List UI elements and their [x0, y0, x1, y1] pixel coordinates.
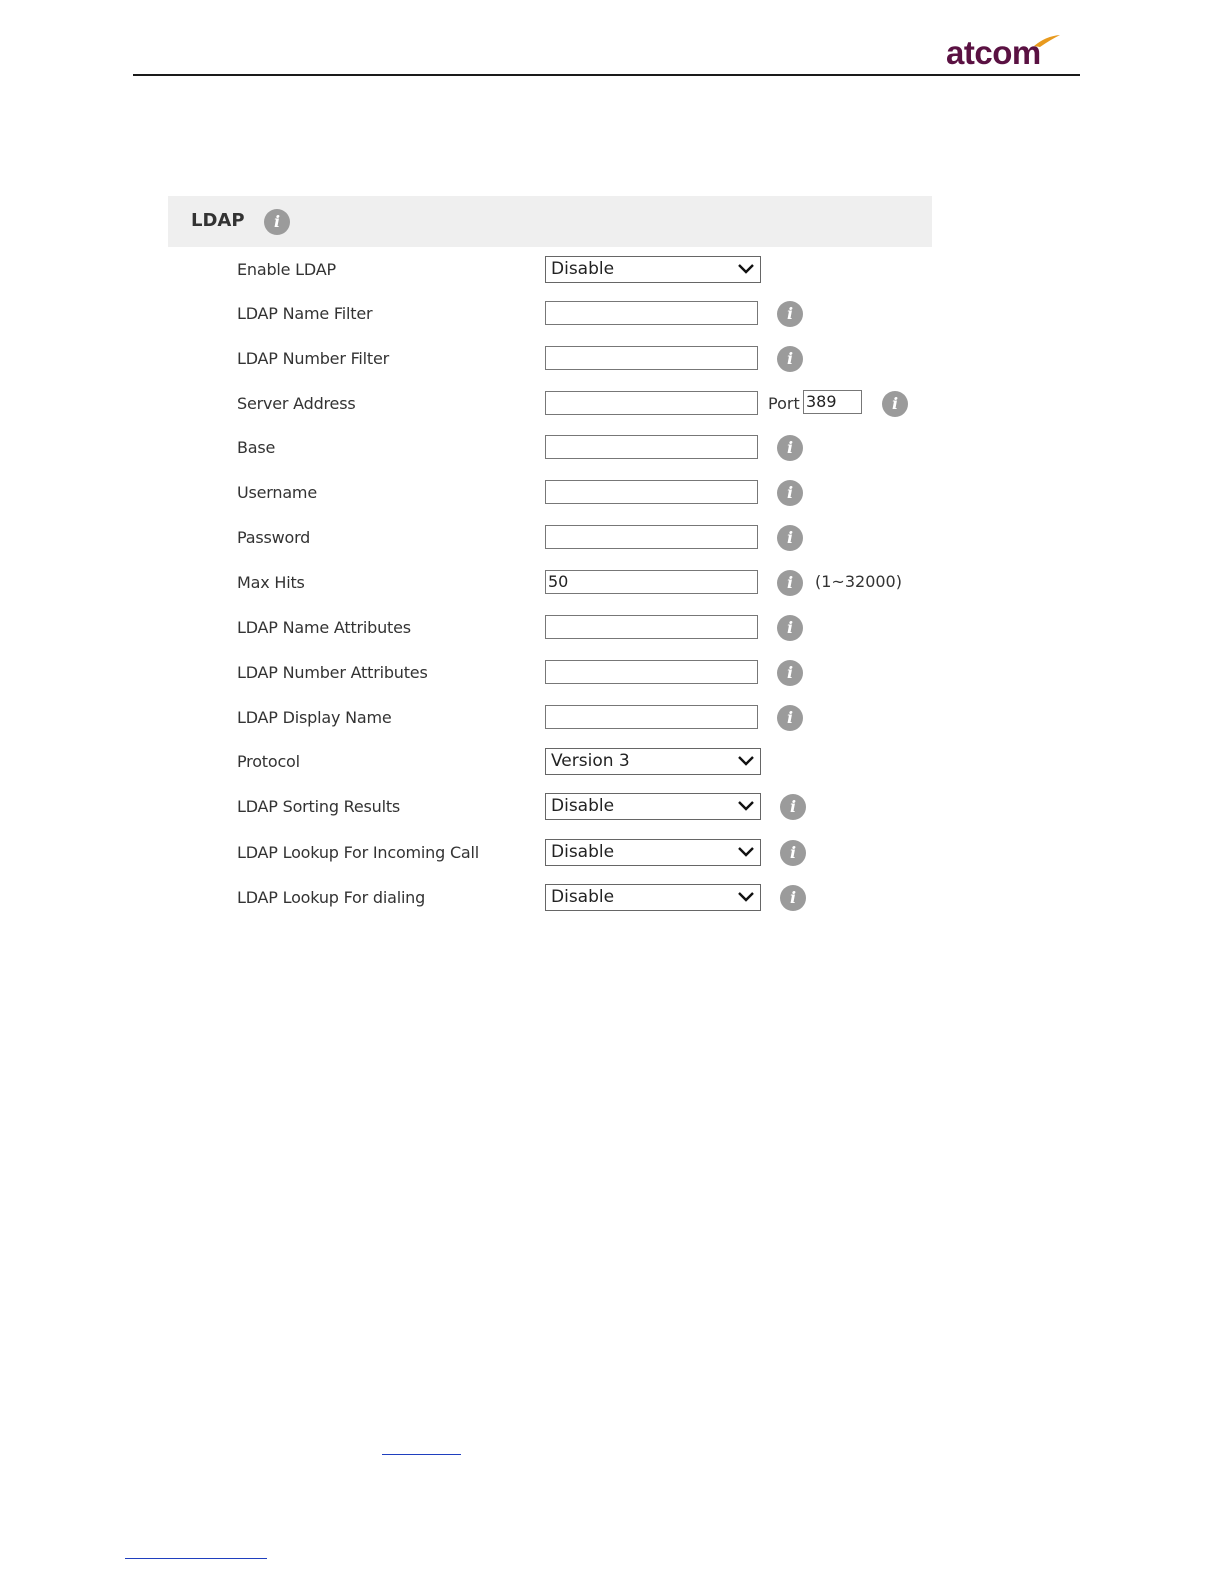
protocol-select[interactable]	[545, 748, 761, 775]
enable-ldap-select[interactable]	[545, 256, 761, 283]
field-label: Password	[237, 528, 311, 547]
field-label: LDAP Lookup For dialing	[237, 888, 426, 907]
row-ldap-name-attributes	[0, 614, 1224, 644]
info-icon[interactable]: i	[264, 209, 290, 235]
info-icon[interactable]: i	[777, 660, 803, 686]
ldap-number-filter-input[interactable]	[545, 346, 758, 370]
field-label: LDAP Display Name	[237, 708, 392, 727]
ldap-lookup-dialing-select[interactable]	[545, 884, 761, 911]
row-ldap-number-filter	[0, 345, 1224, 375]
row-username	[0, 479, 1224, 509]
info-icon[interactable]: i	[882, 391, 908, 417]
row-ldap-name-filter	[0, 300, 1224, 330]
info-icon[interactable]: i	[777, 301, 803, 327]
field-label: Username	[237, 483, 317, 502]
info-icon[interactable]: i	[777, 346, 803, 372]
chevron-down-icon	[738, 847, 754, 857]
username-input[interactable]	[545, 480, 758, 504]
select-value: Disable	[551, 796, 615, 816]
field-label: LDAP Number Attributes	[237, 663, 428, 682]
ldap-lookup-incoming-select[interactable]	[545, 839, 761, 866]
field-label: Server Address	[237, 394, 356, 413]
ldap-name-filter-input[interactable]	[545, 301, 758, 325]
row-ldap-lookup-dialing	[0, 884, 1224, 914]
row-server-address	[0, 390, 1224, 420]
chevron-down-icon	[738, 892, 754, 902]
port-input[interactable]: 389	[803, 390, 862, 414]
info-icon[interactable]: i	[780, 885, 806, 911]
select-value: Disable	[551, 259, 615, 279]
server-address-input[interactable]	[545, 391, 758, 415]
field-label: Protocol	[237, 752, 300, 771]
field-label: Base	[237, 438, 276, 457]
chevron-down-icon	[738, 264, 754, 274]
field-label: LDAP Name Attributes	[237, 618, 411, 637]
row-ldap-number-attributes	[0, 659, 1224, 689]
ldap-number-attributes-input[interactable]	[545, 660, 758, 684]
atcom-logo	[946, 34, 1062, 72]
info-icon[interactable]: i	[777, 525, 803, 551]
footer-link-underline[interactable]	[382, 1454, 461, 1455]
row-enable-ldap	[0, 256, 1224, 286]
field-label: Max Hits	[237, 573, 305, 592]
field-label: LDAP Sorting Results	[237, 797, 401, 816]
select-value: Disable	[551, 887, 615, 907]
logo-swoosh-icon	[1032, 34, 1062, 48]
logo-text: atcom	[946, 34, 1041, 71]
row-ldap-lookup-incoming	[0, 839, 1224, 869]
ldap-panel-header	[168, 196, 932, 247]
info-icon[interactable]: i	[777, 705, 803, 731]
field-label: LDAP Name Filter	[237, 304, 373, 323]
info-icon[interactable]: i	[777, 435, 803, 461]
info-icon[interactable]: i	[777, 480, 803, 506]
footer-link-underline[interactable]	[125, 1558, 267, 1559]
info-icon[interactable]: i	[777, 570, 803, 596]
row-ldap-sorting-results	[0, 793, 1224, 823]
row-base	[0, 434, 1224, 464]
port-label: Port	[768, 394, 800, 413]
row-protocol	[0, 748, 1224, 778]
info-icon[interactable]: i	[777, 615, 803, 641]
header-divider	[133, 74, 1080, 76]
base-input[interactable]	[545, 435, 758, 459]
chevron-down-icon	[738, 801, 754, 811]
row-max-hits	[0, 569, 1224, 599]
ldap-display-name-input[interactable]	[545, 705, 758, 729]
row-ldap-display-name	[0, 704, 1224, 734]
select-value: Disable	[551, 842, 615, 862]
field-label: LDAP Lookup For Incoming Call	[237, 843, 480, 862]
info-icon[interactable]: i	[780, 840, 806, 866]
select-value: Version 3	[551, 751, 630, 771]
ldap-name-attributes-input[interactable]	[545, 615, 758, 639]
row-password	[0, 524, 1224, 554]
field-label: LDAP Number Filter	[237, 349, 390, 368]
panel-title: LDAP	[191, 210, 245, 231]
chevron-down-icon	[738, 756, 754, 766]
ldap-sorting-results-select[interactable]	[545, 793, 761, 820]
max-hits-input[interactable]: 50	[545, 570, 758, 594]
password-input[interactable]	[545, 525, 758, 549]
max-hits-range: (1~32000)	[815, 572, 902, 591]
info-icon[interactable]: i	[780, 794, 806, 820]
field-label: Enable LDAP	[237, 260, 336, 279]
